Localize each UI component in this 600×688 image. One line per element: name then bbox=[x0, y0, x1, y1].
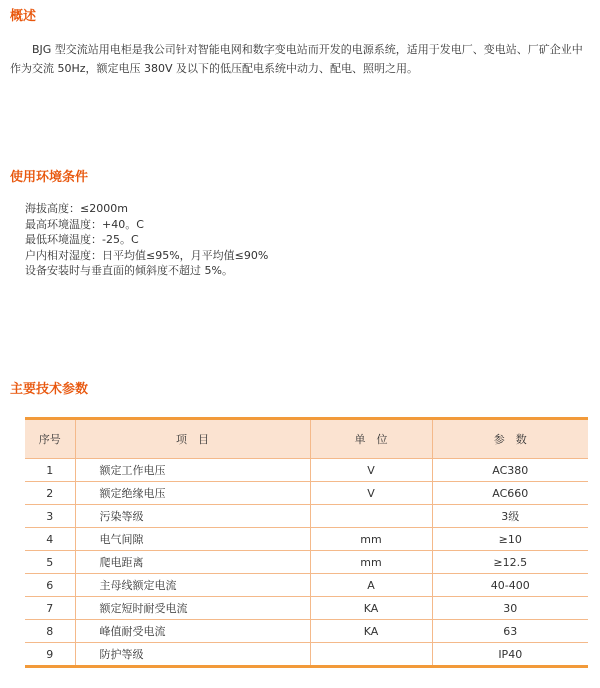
cell-item: 电气间隙 bbox=[75, 528, 310, 551]
params-table-wrapper bbox=[25, 417, 588, 668]
cell-value: 40-400 bbox=[432, 574, 588, 597]
cell-item: 爬电距离 bbox=[75, 551, 310, 574]
cell-unit: KA bbox=[310, 620, 432, 643]
cell-item: 额定短时耐受电流 bbox=[75, 597, 310, 620]
environment-heading: 使用环境条件 bbox=[10, 170, 89, 185]
table-row bbox=[25, 459, 588, 482]
cell-value: 3级 bbox=[432, 505, 588, 528]
overview-heading: 概述 bbox=[10, 9, 37, 24]
env-item-min-temperature: 最低环境温度：-25。C bbox=[25, 233, 139, 246]
cell-index: 5 bbox=[25, 551, 75, 574]
table-row bbox=[25, 482, 588, 505]
col-header-unit: 单 位 bbox=[310, 420, 432, 459]
cell-unit: KA bbox=[310, 597, 432, 620]
env-item-max-temperature: 最高环境温度：+40。C bbox=[25, 217, 144, 231]
environment-list bbox=[25, 201, 268, 279]
cell-index: 2 bbox=[25, 482, 75, 505]
col-header-item: 项 目 bbox=[75, 420, 310, 459]
env-item-inclination: 设备安装时与垂直面的倾斜度不超过 5%。 bbox=[25, 264, 233, 277]
cell-value: AC660 bbox=[432, 482, 588, 505]
cell-value: AC380 bbox=[432, 459, 588, 482]
table-row bbox=[25, 551, 588, 574]
env-item-altitude: 海拔高度：≤2000m bbox=[25, 202, 128, 215]
table-row bbox=[25, 620, 588, 643]
env-item-humidity: 户内相对湿度：日平均值≤95%，月平均值≤90% bbox=[25, 248, 269, 262]
cell-item: 额定绝缘电压 bbox=[75, 482, 310, 505]
cell-item: 主母线额定电流 bbox=[75, 574, 310, 597]
cell-item: 额定工作电压 bbox=[75, 459, 310, 482]
cell-index: 1 bbox=[25, 459, 75, 482]
cell-unit bbox=[310, 505, 432, 528]
cell-index: 8 bbox=[25, 620, 75, 643]
cell-unit: A bbox=[310, 574, 432, 597]
table-row bbox=[25, 505, 588, 528]
cell-value: ≥10 bbox=[432, 528, 588, 551]
cell-index: 9 bbox=[25, 643, 75, 666]
cell-unit: V bbox=[310, 482, 432, 505]
overview-paragraph bbox=[10, 40, 590, 78]
cell-value: IP40 bbox=[498, 647, 523, 661]
table-row bbox=[25, 597, 588, 620]
params-heading: 主要技术参数 bbox=[10, 382, 89, 397]
cell-item: 防护等级 bbox=[75, 643, 310, 666]
overview-text: BJG 型交流站用电柜是我公司针对智能电网和数字变电站而开发的电源系统，适用于发电厂、变电站、厂矿企业中作为交流 50Hz，额定电压 380V 及以下的低压配电系统中动力、配电、照明之用。 bbox=[10, 43, 583, 75]
cell-unit: V bbox=[310, 459, 432, 482]
table-header-row bbox=[25, 420, 588, 459]
cell-item: 峰值耐受电流 bbox=[75, 620, 310, 643]
cell-unit: mm bbox=[310, 528, 432, 551]
table-row bbox=[25, 528, 588, 551]
cell-index: 7 bbox=[25, 597, 75, 620]
cell-index: 4 bbox=[25, 528, 75, 551]
cell-unit bbox=[310, 643, 432, 666]
col-header-value: 参 数 bbox=[432, 420, 588, 459]
table-row bbox=[25, 574, 588, 597]
cell-item: 污染等级 bbox=[75, 505, 310, 528]
cell-value: ≥12.5 bbox=[432, 551, 588, 574]
cell-index: 6 bbox=[25, 574, 75, 597]
cell-index: 3 bbox=[25, 505, 75, 528]
table-row bbox=[25, 643, 588, 666]
params-table bbox=[25, 420, 588, 665]
cell-value: 63 bbox=[432, 620, 588, 643]
cell-unit: mm bbox=[310, 551, 432, 574]
col-header-index: 序号 bbox=[25, 420, 75, 459]
cell-value: 30 bbox=[432, 597, 588, 620]
